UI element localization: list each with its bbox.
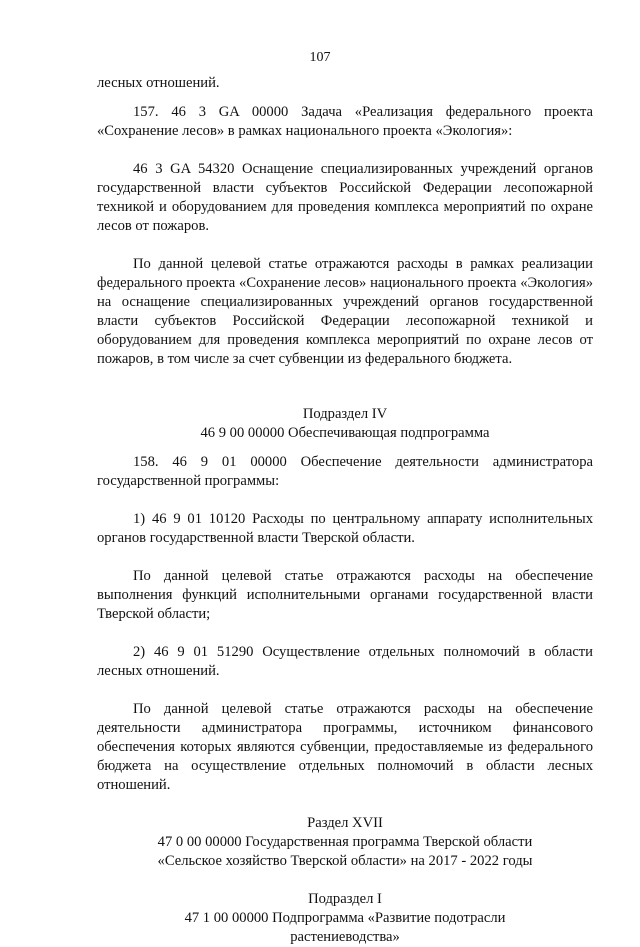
paragraph-expenses-executive-bodies: По данной целевой статье отражаются расходы на обеспечение выполнения функций исполнительными органами государственной власти Тверской области; (97, 568, 593, 622)
paragraph-task-157: 157. 46 3 GA 00000 Задача «Реализация федерального проекта «Сохранение лесов» в рамках национального проекта «Экология»: (97, 104, 593, 139)
heading-section-xvii-title: Раздел XVII (307, 815, 383, 831)
heading-section-xvii (97, 814, 593, 871)
heading-subsection-i (97, 890, 593, 947)
paragraph-forest-relations-end: лесных отношений. (97, 75, 220, 91)
paragraph-forest-powers-51290: 2) 46 9 01 51290 Осуществление отдельных полномочий в области лесных отношений. (97, 644, 593, 679)
document-body (97, 74, 593, 947)
paragraph-central-apparatus: 1) 46 9 01 10120 Расходы по центральному аппарату исполнительных органов государственной власти Тверской области. (97, 511, 593, 546)
paragraph-expenses-subventions: По данной целевой статье отражаются расходы на обеспечение деятельности администратора программы, источником финансового обеспечения которых являются субвенции, предоставляемые из федерального бюджета на осуществление отдельных полномочий в области лесных отношений. (97, 701, 593, 793)
page-number: 107 (309, 50, 331, 65)
heading-section-xvii-line1: 47 0 00 00000 Государственная программа Тверской области (157, 834, 533, 850)
paragraph-expenses-forest-project: По данной целевой статье отражаются расходы в рамках реализации федерального проекта «Сохранение лесов» национального проекта «Экология» на оснащение специализированных учреждений органов государственной власти субъектов Российской Федерации лесопожарной техникой и оборудованием для проведения комплекса мероприятий по охране лесов от пожаров, в том числе за счет субвенции из федерального бюджета. (97, 256, 593, 367)
heading-subsection-iv-title: Подраздел IV (302, 406, 388, 422)
paragraph-item-158: 158. 46 9 01 00000 Обеспечение деятельности администратора государственной программы: (97, 454, 593, 489)
heading-section-xvii-line2: «Сельское хозяйство Тверской области» на 2017 - 2022 годы (157, 853, 533, 869)
heading-subsection-i-line1: 47 1 00 00000 Подпрограмма «Развитие подотрасли (184, 910, 506, 926)
heading-subsection-iv-line1: 46 9 00 00000 Обеспечивающая подпрограмма (200, 425, 490, 441)
heading-subsection-i-title: Подраздел I (308, 891, 382, 907)
heading-subsection-i-line2: растениеводства» (290, 929, 400, 945)
paragraph-equipment-54320: 46 3 GA 54320 Оснащение специализированных учреждений органов государственной власти субъектов Российской Федерации лесопожарной техникой и оборудованием для проведения комплекса мероприятий по охране лесов от пожаров. (97, 161, 593, 234)
heading-subsection-iv (97, 405, 593, 443)
